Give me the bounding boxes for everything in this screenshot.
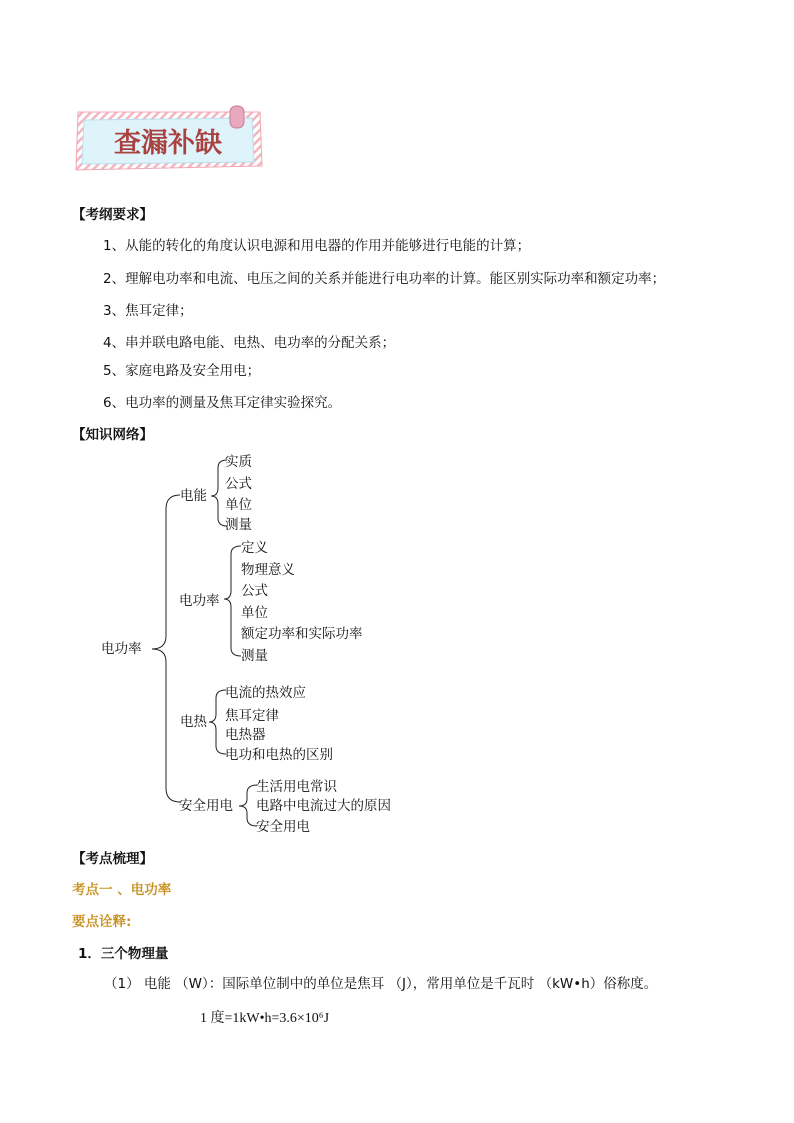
tree-leaf: 焦耳定律 <box>225 708 279 724</box>
tree-leaf: 测量 <box>225 517 252 533</box>
tree-leaf: 生活用电常识 <box>256 779 337 795</box>
tree-branch: 电能 <box>180 488 207 504</box>
explain-title: 要点诠释: <box>72 914 132 930</box>
banner-title: 查漏补缺 <box>114 128 222 159</box>
item-electric-energy: （1） 电能 （W）：国际单位制中的单位是焦耳 （J），常用单位是千瓦时 （kW•h）俗称度。 <box>104 976 658 992</box>
tree-leaf: 测量 <box>241 648 268 664</box>
tree-leaf: 额定功率和实际功率 <box>241 626 363 642</box>
tree-leaf: 电功和电热的区别 <box>225 747 333 763</box>
syllabus-item: 4、串并联电路电能、电热、电功率的分配关系； <box>103 335 396 351</box>
syllabus-item: 6、电功率的测量及焦耳定律实验探究。 <box>103 395 342 411</box>
syllabus-item: 2、理解电功率和电流、电压之间的关系并能进行电功率的计算。能区别实际功率和额定功率； <box>103 271 666 287</box>
tree-leaf: 电热器 <box>225 727 266 743</box>
tree-leaf: 安全用电 <box>256 819 310 835</box>
tree-leaf: 定义 <box>241 540 268 556</box>
review-heading: 【考点梳理】 <box>72 851 153 867</box>
syllabus-item: 1、从能的转化的角度认识电源和用电器的作用并能够进行电能的计算； <box>103 238 531 254</box>
unit-formula: 1 度=1kW•h=3.6×10⁶J <box>200 1011 330 1026</box>
tree-leaf: 实质 <box>225 454 252 470</box>
tree-root: 电功率 <box>101 641 142 657</box>
network-heading: 【知识网络】 <box>72 427 153 443</box>
syllabus-heading: 【考纲要求】 <box>72 207 153 223</box>
syllabus-item: 3、焦耳定律； <box>103 303 193 319</box>
tree-branch: 电功率 <box>179 593 220 609</box>
tree-branch: 电热 <box>180 714 207 730</box>
tree-leaf: 单位 <box>241 605 268 621</box>
tree-branch: 安全用电 <box>179 798 233 814</box>
tree-leaf: 公式 <box>225 476 252 492</box>
tree-leaf: 物理意义 <box>241 562 295 578</box>
point-title: 考点一 、电功率 <box>72 882 172 898</box>
tree-leaf: 单位 <box>225 497 252 513</box>
tree-leaf: 公式 <box>241 583 268 599</box>
sub-title: 1．三个物理量 <box>78 946 169 962</box>
syllabus-item: 5、家庭电路及安全用电； <box>103 363 261 379</box>
tree-leaf: 电流的热效应 <box>225 685 306 701</box>
tree-leaf: 电路中电流过大的原因 <box>256 798 391 814</box>
